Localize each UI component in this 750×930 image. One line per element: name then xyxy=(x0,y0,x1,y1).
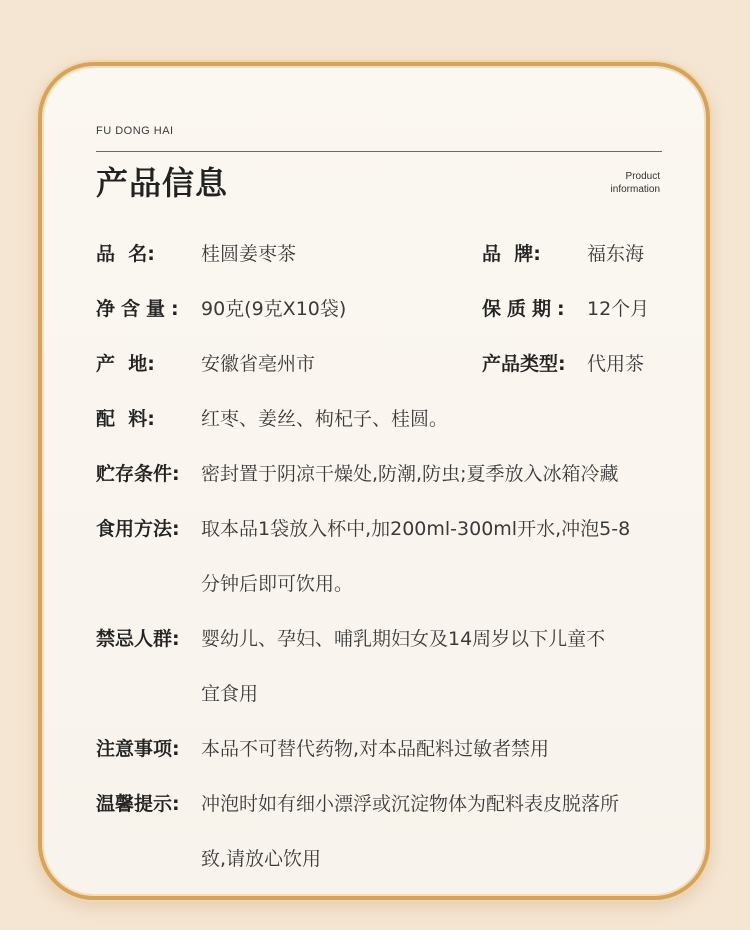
label-tips: 温馨提示: xyxy=(96,793,180,815)
row-brand xyxy=(482,239,644,266)
brand-english: FU DONG HAI xyxy=(96,125,174,137)
row-storage xyxy=(96,459,618,486)
label-notice: 注意事项: xyxy=(96,738,180,760)
value-brand: 福东海 xyxy=(587,243,645,265)
row-type xyxy=(482,349,644,376)
label-brand: 品 牌: xyxy=(482,243,541,265)
label-net: 净含量: xyxy=(96,298,185,320)
value-notice: 本品不可替代药物,对本品配料过敏者禁用 xyxy=(201,738,550,760)
label-shelf: 保质期: xyxy=(482,298,571,320)
value-usage-line2: 分钟后即可饮用。 xyxy=(201,573,354,595)
row-tips xyxy=(96,789,619,816)
title-english-line1: Product xyxy=(625,171,660,182)
value-taboo-line1: 婴幼儿、孕妇、哺乳期妇女及14周岁以下儿童不 xyxy=(201,628,606,650)
label-storage: 贮存条件: xyxy=(96,463,180,485)
value-name: 桂圆姜枣茶 xyxy=(201,243,297,265)
label-ingredients: 配 料: xyxy=(96,408,155,430)
value-tips-line1: 冲泡时如有细小漂浮或沉淀物体为配料表皮脱落所 xyxy=(201,793,620,815)
label-taboo: 禁忌人群: xyxy=(96,628,180,650)
row-net xyxy=(96,294,346,321)
value-ingredients: 红枣、姜丝、枸杞子、桂圆。 xyxy=(201,408,449,430)
page-title: 产品信息 xyxy=(96,164,229,202)
row-usage xyxy=(96,514,630,541)
divider xyxy=(96,151,662,152)
row-notice xyxy=(96,734,549,761)
value-net: 90克(9克X10袋) xyxy=(201,298,347,320)
value-origin: 安徽省亳州市 xyxy=(201,353,316,375)
label-usage: 食用方法: xyxy=(96,518,180,540)
value-usage-line1: 取本品1袋放入杯中,加200ml-300ml开水,冲泡5-8 xyxy=(201,518,631,540)
label-type: 产品类型: xyxy=(482,353,566,375)
row-ingredients xyxy=(96,404,448,431)
row-shelf xyxy=(482,294,649,321)
title-english xyxy=(611,170,660,196)
label-name: 品 名: xyxy=(96,243,155,265)
value-storage: 密封置于阴凉干燥处,防潮,防虫;夏季放入冰箱冷藏 xyxy=(201,463,619,485)
value-tips-line2: 致,请放心饮用 xyxy=(201,848,322,870)
row-origin xyxy=(96,349,315,376)
label-origin: 产 地: xyxy=(96,353,155,375)
row-name xyxy=(96,239,296,266)
value-shelf: 12个月 xyxy=(587,298,650,320)
title-english-line2: information xyxy=(610,184,660,195)
value-taboo-line2: 宜食用 xyxy=(201,683,259,705)
value-type: 代用茶 xyxy=(587,353,645,375)
row-taboo xyxy=(96,624,605,651)
